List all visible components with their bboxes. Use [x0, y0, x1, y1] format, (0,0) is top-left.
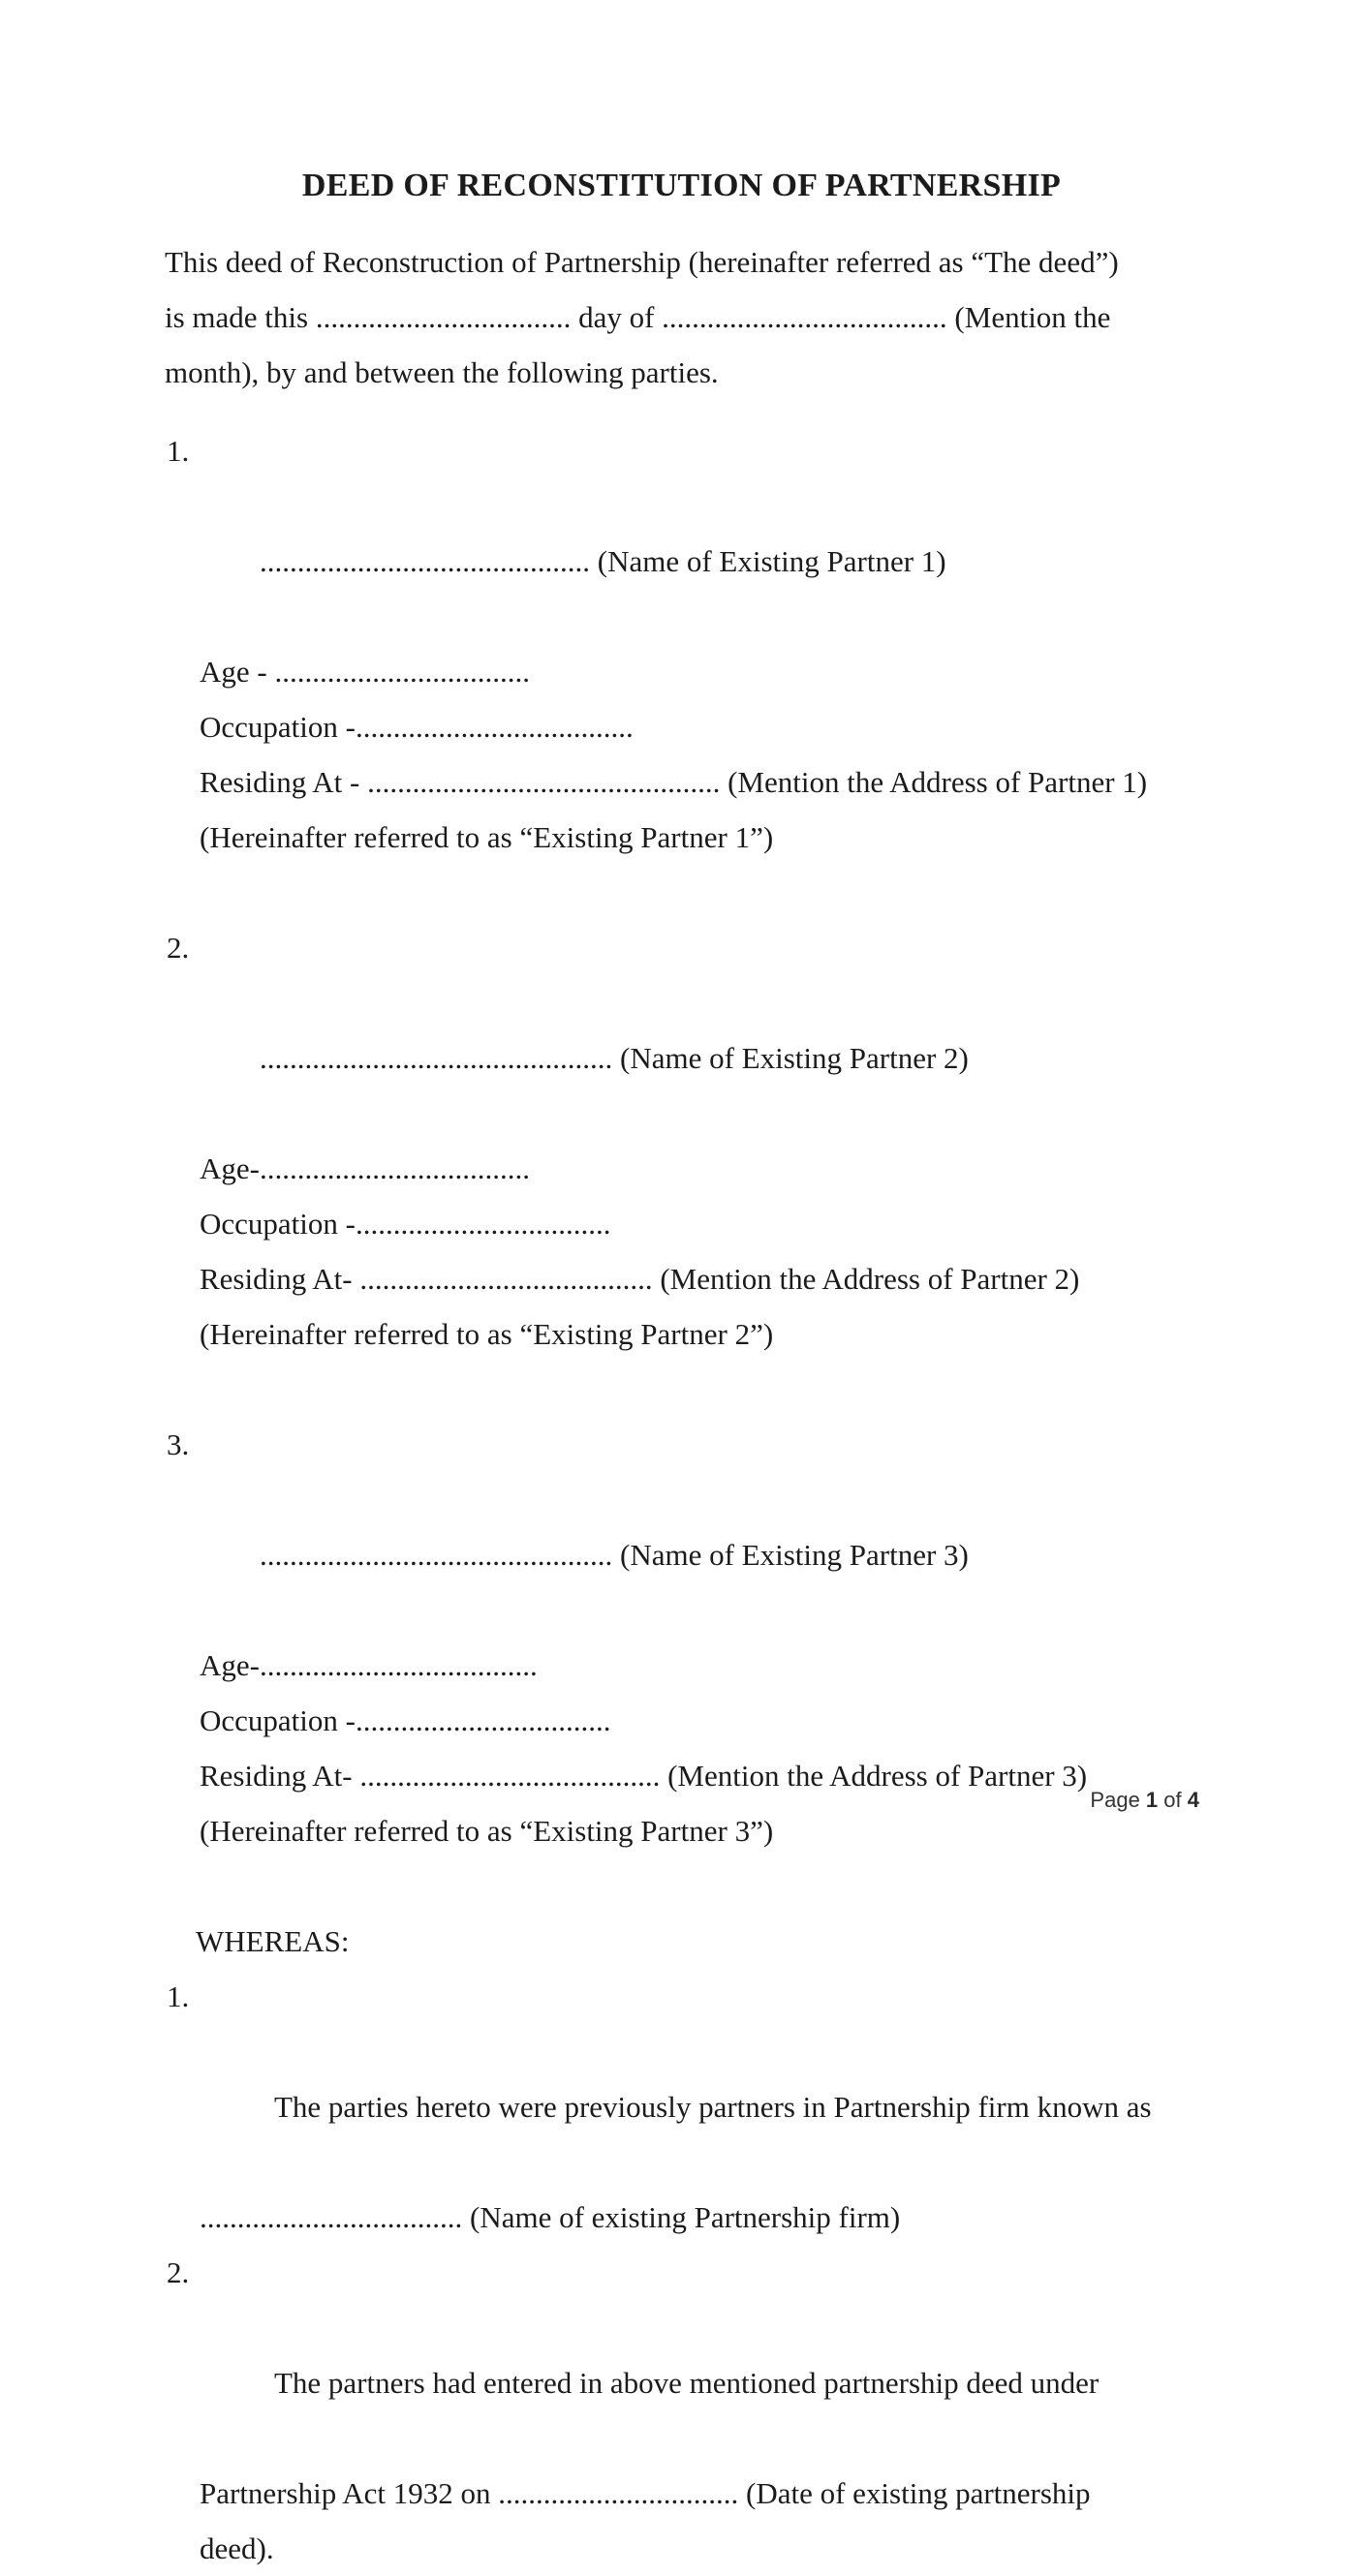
page-footer [1090, 1787, 1199, 1814]
footer-of-word: of [1158, 1788, 1188, 1812]
footer-page-number: 1 [1145, 1788, 1159, 1812]
intro-paragraph [165, 234, 1198, 400]
partner-2-age-line: Age-.................................... [200, 1151, 530, 1185]
partner-3-name-line [165, 1417, 1198, 1638]
partner-1-occupation-line: Occupation -..................................... [200, 710, 634, 744]
partner-2-residing-line: Residing At- ....................................... (Mention the Address of Partner 2) [200, 1262, 1080, 1296]
whereas-section [165, 1914, 1198, 2576]
whereas-item-1-text: The parties hereto were previously partners in Partnership firm known as [273, 2090, 1152, 2124]
partner-3-hereinafter-line: (Hereinafter referred to as “Existing Partner 3”) [200, 1814, 774, 1848]
whereas-item-2-text: The partners had entered in above mentioned partnership deed under [273, 2366, 1100, 2400]
partner-2-name-line [165, 920, 1198, 1141]
partner-3-number: 3. [167, 1427, 190, 1461]
partner-1-name-blank: ............................................ (Name of Existing Partner 1) [260, 544, 946, 578]
partner-2-block [165, 920, 1198, 1362]
partner-3-age-line: Age-..................................... [200, 1648, 538, 1682]
partner-1-block [165, 423, 1198, 865]
whereas-item-2-line-1 [165, 2245, 1198, 2466]
whereas-item-2 [165, 2245, 1198, 2576]
partner-1-hereinafter-line: (Hereinafter referred to as “Existing Partner 1”) [200, 820, 774, 854]
partner-1-name-line [165, 423, 1198, 644]
whereas-item-1-line-2: ................................... (Name of existing Partnership firm) [200, 2200, 901, 2234]
whereas-item-1 [165, 1969, 1198, 2245]
partner-2-occupation-line: Occupation -.................................. [200, 1207, 611, 1241]
whereas-heading: WHEREAS: [196, 1924, 350, 1958]
partner-3-block [165, 1417, 1198, 1858]
partner-1-age-line: Age - .................................. [200, 655, 530, 689]
whereas-item-2-line-2: Partnership Act 1932 on ................................ (Date of existing partnership [200, 2476, 1091, 2510]
whereas-item-2-line-3: deed). [200, 2531, 274, 2565]
partner-3-name-blank: ............................................... (Name of Existing Partner 3) [260, 1538, 969, 1572]
intro-line-3: month), by and between the following parties. [165, 355, 719, 389]
whereas-item-1-line-1 [165, 1969, 1198, 2190]
partner-3-occupation-line: Occupation -.................................. [200, 1703, 611, 1737]
footer-page-word: Page [1090, 1788, 1146, 1812]
intro-line-1: This deed of Reconstruction of Partnership (hereinafter referred as “The deed”) [165, 245, 1119, 279]
whereas-item-1-number: 1. [167, 1979, 190, 2013]
partner-2-number: 2. [167, 931, 190, 965]
whereas-item-2-number: 2. [167, 2255, 190, 2289]
partner-2-name-blank: ............................................... (Name of Existing Partner 2) [260, 1041, 969, 1075]
footer-total-pages: 4 [1187, 1788, 1199, 1812]
partner-2-hereinafter-line: (Hereinafter referred to as “Existing Partner 2”) [200, 1317, 774, 1351]
partner-1-number: 1. [167, 434, 190, 468]
document-title: DEED OF RECONSTITUTION OF PARTNERSHIP [301, 168, 1062, 203]
partner-3-residing-line: Residing At- ........................................ (Mention the Address of Partner 3) [200, 1759, 1088, 1793]
intro-line-2: is made this .................................. day of ...................................... (Mention the [165, 300, 1111, 334]
document-body [165, 165, 1198, 2576]
partner-1-residing-line: Residing At - ............................................... (Mention the Address of Partner 1) [200, 765, 1148, 799]
